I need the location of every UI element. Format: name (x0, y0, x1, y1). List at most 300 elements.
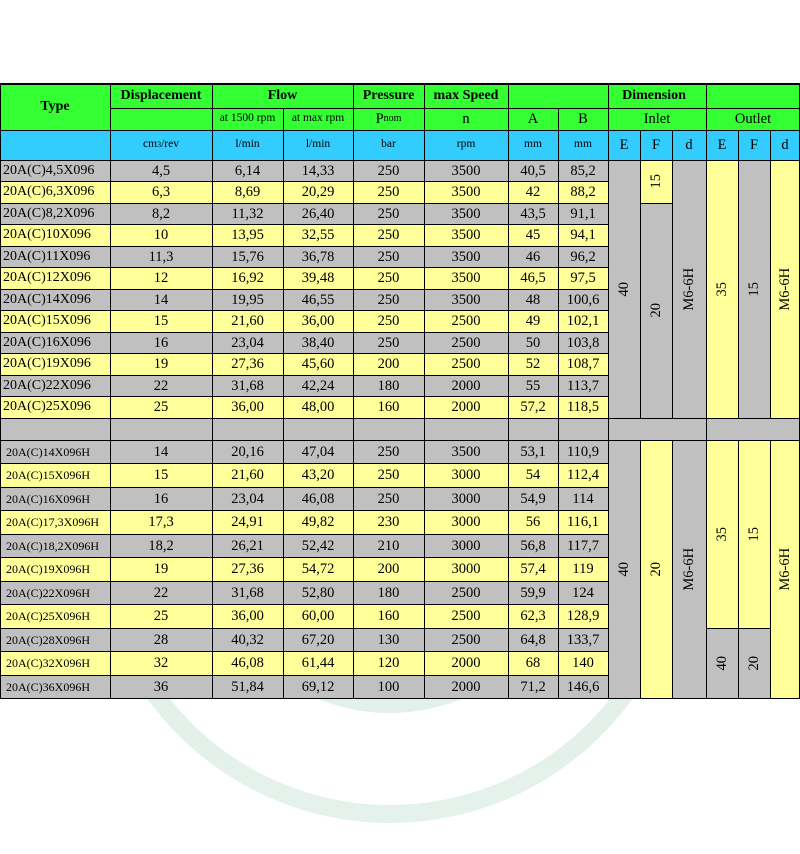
g1-inlet-f-small: 15 (640, 160, 672, 203)
cell-b: 124 (558, 581, 608, 605)
grid-line (770, 160, 771, 418)
cell-pressure: 250 (353, 487, 424, 511)
cell-speed: 3000 (424, 511, 508, 535)
grid-line (283, 160, 284, 418)
grid-line (0, 440, 800, 441)
cell-speed: 2500 (424, 354, 508, 376)
g1-outlet-e: 35 (706, 160, 738, 418)
cell-flow1500: 46,08 (212, 652, 283, 676)
header-pressure-symbol: P nom (353, 108, 424, 130)
grid-line (0, 604, 608, 605)
cell-pressure: 160 (353, 605, 424, 629)
cell-type: 20A(C)22X096 (0, 375, 110, 397)
cell-b: 118,5 (558, 397, 608, 419)
grid-line (640, 203, 672, 204)
cell-a: 64,8 (508, 628, 558, 652)
cell-b: 128,9 (558, 605, 608, 629)
cell-a: 40,5 (508, 160, 558, 182)
grid-line (353, 160, 354, 418)
cell-pressure: 250 (353, 332, 424, 354)
grid-line (0, 628, 608, 629)
cell-speed: 3500 (424, 182, 508, 204)
grid-line (0, 651, 608, 652)
cell-type: 20A(C)10X096 (0, 225, 110, 247)
cell-speed: 3000 (424, 464, 508, 488)
grid-line (0, 418, 800, 419)
grid-line (283, 108, 284, 160)
cell-flowmax: 36,78 (283, 246, 353, 268)
cell-b: 88,2 (558, 182, 608, 204)
cell-flowmax: 52,42 (283, 534, 353, 558)
header-flow-max: at max rpm (283, 108, 353, 130)
cell-flowmax: 45,60 (283, 354, 353, 376)
cell-flowmax: 60,00 (283, 605, 353, 629)
cell-disp: 6,3 (110, 182, 212, 204)
cell-b: 146,6 (558, 675, 608, 699)
cell-pressure: 200 (353, 558, 424, 582)
header-max-speed: max Speed (424, 84, 508, 108)
grid-line (706, 418, 707, 440)
cell-pressure: 250 (353, 440, 424, 464)
outlet-e-header: E (706, 130, 738, 160)
cell-pressure: 250 (353, 289, 424, 311)
cell-pressure: 180 (353, 375, 424, 397)
cell-type: 20A(C)12X096 (0, 268, 110, 290)
grid-line (640, 160, 641, 418)
cell-a: 68 (508, 652, 558, 676)
grid-line (0, 267, 608, 268)
cell-speed: 3500 (424, 225, 508, 247)
cell-speed: 3500 (424, 203, 508, 225)
unit-a: mm (508, 130, 558, 160)
header-displacement: Displacement (110, 84, 212, 108)
cell-flow1500: 13,95 (212, 225, 283, 247)
g2-inlet-e: 40 (608, 440, 640, 699)
cell-a: 42 (508, 182, 558, 204)
grid-line (508, 160, 509, 418)
grid-line (212, 440, 213, 699)
cell-disp: 18,2 (110, 534, 212, 558)
cell-speed: 3500 (424, 268, 508, 290)
grid-line (424, 84, 425, 160)
cell-flowmax: 48,00 (283, 397, 353, 419)
grid-line (738, 130, 739, 160)
cell-b: 112,4 (558, 464, 608, 488)
cell-type: 20A(C)8,2X096 (0, 203, 110, 225)
grid-line (608, 160, 609, 418)
grid-line (0, 246, 608, 247)
cell-flow1500: 36,00 (212, 605, 283, 629)
cell-disp: 22 (110, 581, 212, 605)
cell-speed: 2500 (424, 581, 508, 605)
grid-line (0, 203, 608, 204)
grid-line (212, 418, 213, 440)
grid-line (212, 160, 213, 418)
grid-line (0, 510, 608, 511)
cell-flow1500: 15,76 (212, 246, 283, 268)
grid-line (0, 396, 608, 397)
cell-a: 46 (508, 246, 558, 268)
cell-b: 100,6 (558, 289, 608, 311)
grid-line (110, 440, 111, 699)
cell-type: 20A(C)32X096H (0, 652, 110, 676)
cell-flowmax: 49,82 (283, 511, 353, 535)
cell-disp: 15 (110, 311, 212, 333)
cell-a: 48 (508, 289, 558, 311)
cell-type: 20A(C)25X096 (0, 397, 110, 419)
grid-line (558, 160, 559, 418)
cell-disp: 4,5 (110, 160, 212, 182)
cell-type: 20A(C)14X096H (0, 440, 110, 464)
cell-flow1500: 8,69 (212, 182, 283, 204)
grid-line (0, 463, 608, 464)
cell-pressure: 180 (353, 581, 424, 605)
cell-a: 52 (508, 354, 558, 376)
cell-type: 20A(C)14X096 (0, 289, 110, 311)
cell-flow1500: 23,04 (212, 487, 283, 511)
cell-disp: 36 (110, 675, 212, 699)
cell-type: 20A(C)15X096 (0, 311, 110, 333)
grid-line (0, 83, 800, 85)
cell-b: 102,1 (558, 311, 608, 333)
grid-line (0, 289, 608, 290)
cell-flow1500: 16,92 (212, 268, 283, 290)
inlet-f-header: F (640, 130, 672, 160)
g2-outlet-d: M6-6H (770, 440, 800, 699)
cell-speed: 3500 (424, 440, 508, 464)
cell-b: 110,9 (558, 440, 608, 464)
grid-line (640, 440, 641, 699)
g2-inlet-d: M6-6H (672, 440, 706, 699)
cell-b: 133,7 (558, 628, 608, 652)
cell-flow1500: 21,60 (212, 464, 283, 488)
grid-line (0, 375, 608, 376)
cell-flowmax: 47,04 (283, 440, 353, 464)
header-outlet: Outlet (706, 108, 800, 130)
cell-a: 45 (508, 225, 558, 247)
header-pressure: Pressure (353, 84, 424, 108)
header-flow-1500: at 1500 rpm (212, 108, 283, 130)
cell-a: 53,1 (508, 440, 558, 464)
cell-type: 20A(C)15X096H (0, 464, 110, 488)
header-inlet: Inlet (608, 108, 706, 130)
grid-line (110, 160, 111, 418)
cell-type: 20A(C)17,3X096H (0, 511, 110, 535)
grid-line (110, 418, 111, 440)
grid-line (0, 698, 800, 700)
inlet-e-header: E (608, 130, 640, 160)
grid-line (110, 108, 800, 109)
cell-a: 50 (508, 332, 558, 354)
g2-outlet-f-top: 15 (738, 440, 770, 628)
cell-speed: 2000 (424, 375, 508, 397)
cell-a: 43,5 (508, 203, 558, 225)
grid-line (640, 130, 641, 160)
cell-disp: 10 (110, 225, 212, 247)
grid-line (706, 160, 707, 418)
grid-line (283, 440, 284, 699)
cell-disp: 14 (110, 440, 212, 464)
cell-type: 20A(C)19X096 (0, 354, 110, 376)
grid-line (0, 675, 608, 676)
header-col-b: B (558, 108, 608, 130)
cell-type: 20A(C)18,2X096H (0, 534, 110, 558)
g1-outlet-d: M6-6H (770, 160, 800, 418)
grid-line (706, 84, 707, 160)
cell-flowmax: 46,08 (283, 487, 353, 511)
cell-speed: 2000 (424, 652, 508, 676)
cell-type: 20A(C)28X096H (0, 628, 110, 652)
cell-flowmax: 14,33 (283, 160, 353, 182)
cell-flowmax: 32,55 (283, 225, 353, 247)
cell-flowmax: 52,80 (283, 581, 353, 605)
header-speed-symbol: n (424, 108, 508, 130)
cell-type: 20A(C)11X096 (0, 246, 110, 268)
grid-line (110, 84, 111, 160)
cell-type: 20A(C)6,3X096 (0, 182, 110, 204)
cell-flowmax: 69,12 (283, 675, 353, 699)
cell-flow1500: 26,21 (212, 534, 283, 558)
cell-flow1500: 31,68 (212, 375, 283, 397)
grid-line (0, 130, 800, 131)
cell-disp: 25 (110, 605, 212, 629)
grid-line (0, 310, 608, 311)
cell-b: 91,1 (558, 203, 608, 225)
cell-pressure: 120 (353, 652, 424, 676)
grid-line (0, 534, 608, 535)
cell-a: 54,9 (508, 487, 558, 511)
grid-line (0, 181, 608, 182)
cell-flowmax: 38,40 (283, 332, 353, 354)
cell-pressure: 160 (353, 397, 424, 419)
cell-disp: 16 (110, 332, 212, 354)
cell-flow1500: 24,91 (212, 511, 283, 535)
cell-flowmax: 61,44 (283, 652, 353, 676)
unit-pressure: bar (353, 130, 424, 160)
grid-line (508, 440, 509, 699)
cell-speed: 3500 (424, 246, 508, 268)
inlet-d-header: d (672, 130, 706, 160)
cell-speed: 2500 (424, 332, 508, 354)
cell-b: 94,1 (558, 225, 608, 247)
cell-disp: 22 (110, 375, 212, 397)
cell-disp: 8,2 (110, 203, 212, 225)
grid-line (770, 440, 771, 699)
cell-a: 62,3 (508, 605, 558, 629)
cell-b: 114 (558, 487, 608, 511)
cell-flowmax: 67,20 (283, 628, 353, 652)
g2-outlet-f-bottom: 20 (738, 628, 770, 699)
cell-flowmax: 42,24 (283, 375, 353, 397)
grid-line (558, 108, 559, 160)
cell-pressure: 250 (353, 160, 424, 182)
cell-type: 20A(C)22X096H (0, 581, 110, 605)
grid-line (508, 84, 509, 160)
pump-specification-table (0, 84, 800, 718)
outlet-d-header: d (770, 130, 800, 160)
unit-type-blank (0, 130, 110, 160)
grid-line (508, 418, 509, 440)
cell-pressure: 130 (353, 628, 424, 652)
g1-inlet-e: 40 (608, 160, 640, 418)
cell-speed: 2500 (424, 605, 508, 629)
cell-speed: 3000 (424, 558, 508, 582)
cell-disp: 25 (110, 397, 212, 419)
cell-speed: 3000 (424, 534, 508, 558)
cell-flowmax: 46,55 (283, 289, 353, 311)
g1-inlet-d: M6-6H (672, 160, 706, 418)
grid-line (0, 160, 800, 161)
grid-line (770, 130, 771, 160)
cell-a: 55 (508, 375, 558, 397)
header-flow: Flow (212, 84, 353, 108)
cell-disp: 11,3 (110, 246, 212, 268)
cell-speed: 3000 (424, 487, 508, 511)
cell-pressure: 250 (353, 182, 424, 204)
cell-flow1500: 40,32 (212, 628, 283, 652)
cell-flow1500: 20,16 (212, 440, 283, 464)
cell-pressure: 200 (353, 354, 424, 376)
header-displacement-blank (110, 108, 212, 130)
cell-b: 116,1 (558, 511, 608, 535)
cell-b: 85,2 (558, 160, 608, 182)
g1-outlet-f: 15 (738, 160, 770, 418)
unit-flow-1500: l/min (212, 130, 283, 160)
cell-disp: 14 (110, 289, 212, 311)
grid-line (672, 160, 673, 418)
cell-flow1500: 27,36 (212, 354, 283, 376)
cell-disp: 15 (110, 464, 212, 488)
cell-flow1500: 21,60 (212, 311, 283, 333)
cell-flow1500: 6,14 (212, 160, 283, 182)
cell-b: 103,8 (558, 332, 608, 354)
cell-disp: 32 (110, 652, 212, 676)
cell-disp: 19 (110, 558, 212, 582)
g2-outlet-e-top: 35 (706, 440, 738, 628)
grid-line (0, 353, 608, 354)
grid-line (424, 160, 425, 418)
cell-disp: 16 (110, 487, 212, 511)
cell-flowmax: 43,20 (283, 464, 353, 488)
cell-type: 20A(C)19X096H (0, 558, 110, 582)
cell-pressure: 250 (353, 246, 424, 268)
unit-b: mm (558, 130, 608, 160)
cell-b: 140 (558, 652, 608, 676)
grid-line (0, 332, 608, 333)
grid-line (353, 418, 354, 440)
cell-flowmax: 39,48 (283, 268, 353, 290)
cell-type: 20A(C)16X096H (0, 487, 110, 511)
grid-line (558, 440, 559, 699)
cell-pressure: 210 (353, 534, 424, 558)
g2-inlet-f: 20 (640, 440, 672, 699)
grid-line (424, 440, 425, 699)
cell-flowmax: 36,00 (283, 311, 353, 333)
grid-line (672, 440, 673, 699)
grid-line (738, 160, 739, 418)
header-type: Type (0, 84, 110, 130)
cell-pressure: 250 (353, 464, 424, 488)
grid-line (738, 440, 739, 699)
cell-a: 56 (508, 511, 558, 535)
cell-pressure: 250 (353, 203, 424, 225)
cell-b: 97,5 (558, 268, 608, 290)
unit-flow-max: l/min (283, 130, 353, 160)
cell-b: 117,7 (558, 534, 608, 558)
cell-a: 59,9 (508, 581, 558, 605)
grid-line (608, 84, 609, 160)
grid-line (706, 440, 707, 699)
cell-disp: 12 (110, 268, 212, 290)
cell-type: 20A(C)4,5X096 (0, 160, 110, 182)
header-dimension: Dimension (508, 84, 800, 108)
grid-line (0, 557, 608, 558)
cell-type: 20A(C)25X096H (0, 605, 110, 629)
grid-line (0, 84, 1, 699)
cell-a: 71,2 (508, 675, 558, 699)
cell-disp: 17,3 (110, 511, 212, 535)
cell-a: 57,4 (508, 558, 558, 582)
grid-line (0, 224, 608, 225)
cell-a: 46,5 (508, 268, 558, 290)
cell-flow1500: 11,32 (212, 203, 283, 225)
grid-line (283, 418, 284, 440)
cell-pressure: 250 (353, 311, 424, 333)
cell-pressure: 250 (353, 268, 424, 290)
cell-b: 119 (558, 558, 608, 582)
cell-a: 49 (508, 311, 558, 333)
cell-pressure: 230 (353, 511, 424, 535)
cell-flowmax: 26,40 (283, 203, 353, 225)
grid-line (672, 130, 673, 160)
g2-outlet-e-bottom: 40 (706, 628, 738, 699)
cell-flow1500: 36,00 (212, 397, 283, 419)
grid-line (212, 84, 213, 160)
outlet-f-header: F (738, 130, 770, 160)
cell-pressure: 250 (353, 225, 424, 247)
cell-a: 57,2 (508, 397, 558, 419)
cell-b: 96,2 (558, 246, 608, 268)
grid-line (558, 418, 559, 440)
grid-line (0, 581, 608, 582)
g1-inlet-f-large: 20 (640, 203, 672, 418)
cell-a: 54 (508, 464, 558, 488)
cell-speed: 2500 (424, 628, 508, 652)
cell-b: 108,7 (558, 354, 608, 376)
cell-speed: 2000 (424, 397, 508, 419)
cell-speed: 3500 (424, 289, 508, 311)
grid-line (608, 440, 609, 699)
cell-disp: 19 (110, 354, 212, 376)
cell-flowmax: 20,29 (283, 182, 353, 204)
grid-line (353, 440, 354, 699)
cell-flow1500: 31,68 (212, 581, 283, 605)
cell-flow1500: 19,95 (212, 289, 283, 311)
group-separator (0, 418, 800, 440)
header-col-a: A (508, 108, 558, 130)
cell-b: 113,7 (558, 375, 608, 397)
cell-a: 56,8 (508, 534, 558, 558)
cell-speed: 3500 (424, 160, 508, 182)
cell-type: 20A(C)16X096 (0, 332, 110, 354)
cell-flow1500: 23,04 (212, 332, 283, 354)
cell-disp: 28 (110, 628, 212, 652)
cell-speed: 2500 (424, 311, 508, 333)
grid-line (353, 84, 354, 160)
grid-line (608, 418, 609, 440)
unit-speed: rpm (424, 130, 508, 160)
cell-speed: 2000 (424, 675, 508, 699)
